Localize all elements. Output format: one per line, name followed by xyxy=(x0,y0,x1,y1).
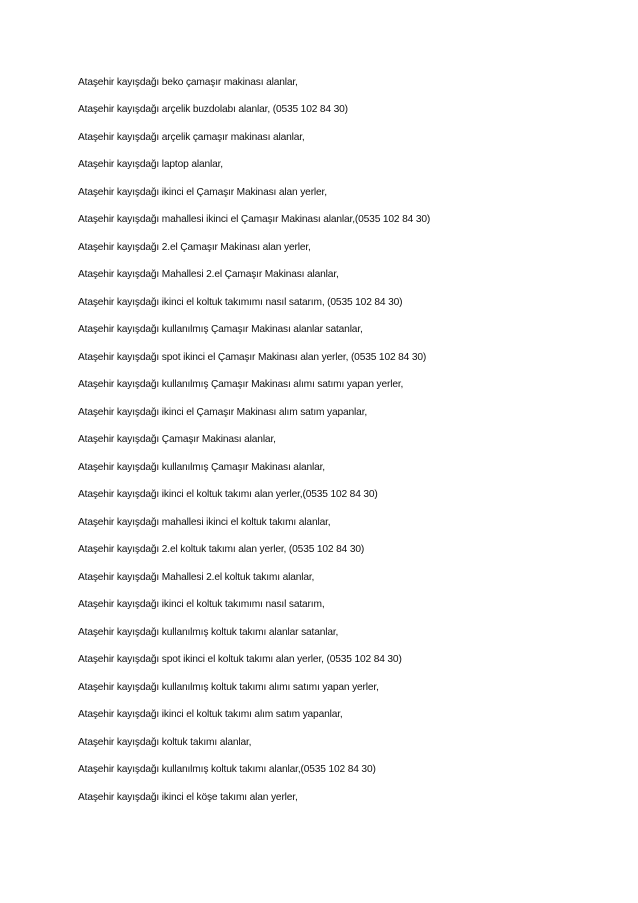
text-line: Ataşehir kayışdağı spot ikinci el koltuk takımı alan yerler, (0535 102 84 30) xyxy=(78,654,402,666)
text-line: Ataşehir kayışdağı ikinci el köşe takımı alan yerler, xyxy=(78,791,298,803)
text-line: Ataşehir kayışdağı 2.el Çamaşır Makinası alan yerler, xyxy=(78,241,311,253)
text-line: Ataşehir kayışdağı ikinci el Çamaşır Makinası alım satım yapanlar, xyxy=(78,406,368,418)
text-line: Ataşehir kayışdağı kullanılmış koltuk takımı alanlar satanlar, xyxy=(78,626,339,638)
text-line: Ataşehir kayışdağı ikinci el koltuk takımımı nasıl satarım, (0535 102 84 30) xyxy=(78,296,403,308)
text-line: Ataşehir kayışdağı mahallesi ikinci el koltuk takımı alanlar, xyxy=(78,516,331,528)
text-line: Ataşehir kayışdağı kullanılmış koltuk takımı alımı satımı yapan yerler, xyxy=(78,681,379,693)
document-body xyxy=(78,74,618,807)
text-line: Ataşehir kayışdağı kullanılmış koltuk takımı alanlar,(0535 102 84 30) xyxy=(78,764,376,776)
text-line: Ataşehir kayışdağı arçelik buzdolabı alanlar, (0535 102 84 30) xyxy=(78,104,348,116)
text-line: Ataşehir kayışdağı kullanılmış Çamaşır Makinası alanlar satanlar, xyxy=(78,324,363,336)
text-line: Ataşehir kayışdağı ikinci el koltuk takımı alım satım yapanlar, xyxy=(78,709,343,721)
text-line: Ataşehir kayışdağı kullanılmış Çamaşır Makinası alanlar, xyxy=(78,461,325,473)
text-line: Ataşehir kayışdağı ikinci el koltuk takımımı nasıl satarım, xyxy=(78,599,325,611)
text-line: Ataşehir kayışdağı beko çamaşır makinası alanlar, xyxy=(78,77,298,88)
text-line: Ataşehir kayışdağı ikinci el Çamaşır Makinası alan yerler, xyxy=(78,186,327,198)
text-line: Ataşehir kayışdağı 2.el koltuk takımı alan yerler, (0535 102 84 30) xyxy=(78,544,365,556)
text-line: Ataşehir kayışdağı spot ikinci el Çamaşır Makinası alan yerler, (0535 102 84 30) xyxy=(78,351,427,363)
text-line: Ataşehir kayışdağı Çamaşır Makinası alanlar, xyxy=(78,434,276,446)
text-line: Ataşehir kayışdağı koltuk takımı alanlar, xyxy=(78,736,252,748)
text-line: Ataşehir kayışdağı mahallesi ikinci el Çamaşır Makinası alanlar,(0535 102 84 30) xyxy=(78,214,431,226)
text-line: Ataşehir kayışdağı Mahallesi 2.el koltuk takımı alanlar, xyxy=(78,571,315,583)
text-line: Ataşehir kayışdağı ikinci el koltuk takımı alan yerler,(0535 102 84 30) xyxy=(78,489,378,501)
text-line: Ataşehir kayışdağı kullanılmış Çamaşır Makinası alımı satımı yapan yerler, xyxy=(78,379,404,391)
text-line: Ataşehir kayışdağı laptop alanlar, xyxy=(78,159,223,171)
text-line: Ataşehir kayışdağı arçelik çamaşır makinası alanlar, xyxy=(78,131,305,143)
text-line: Ataşehir kayışdağı Mahallesi 2.el Çamaşır Makinası alanlar, xyxy=(78,269,339,281)
